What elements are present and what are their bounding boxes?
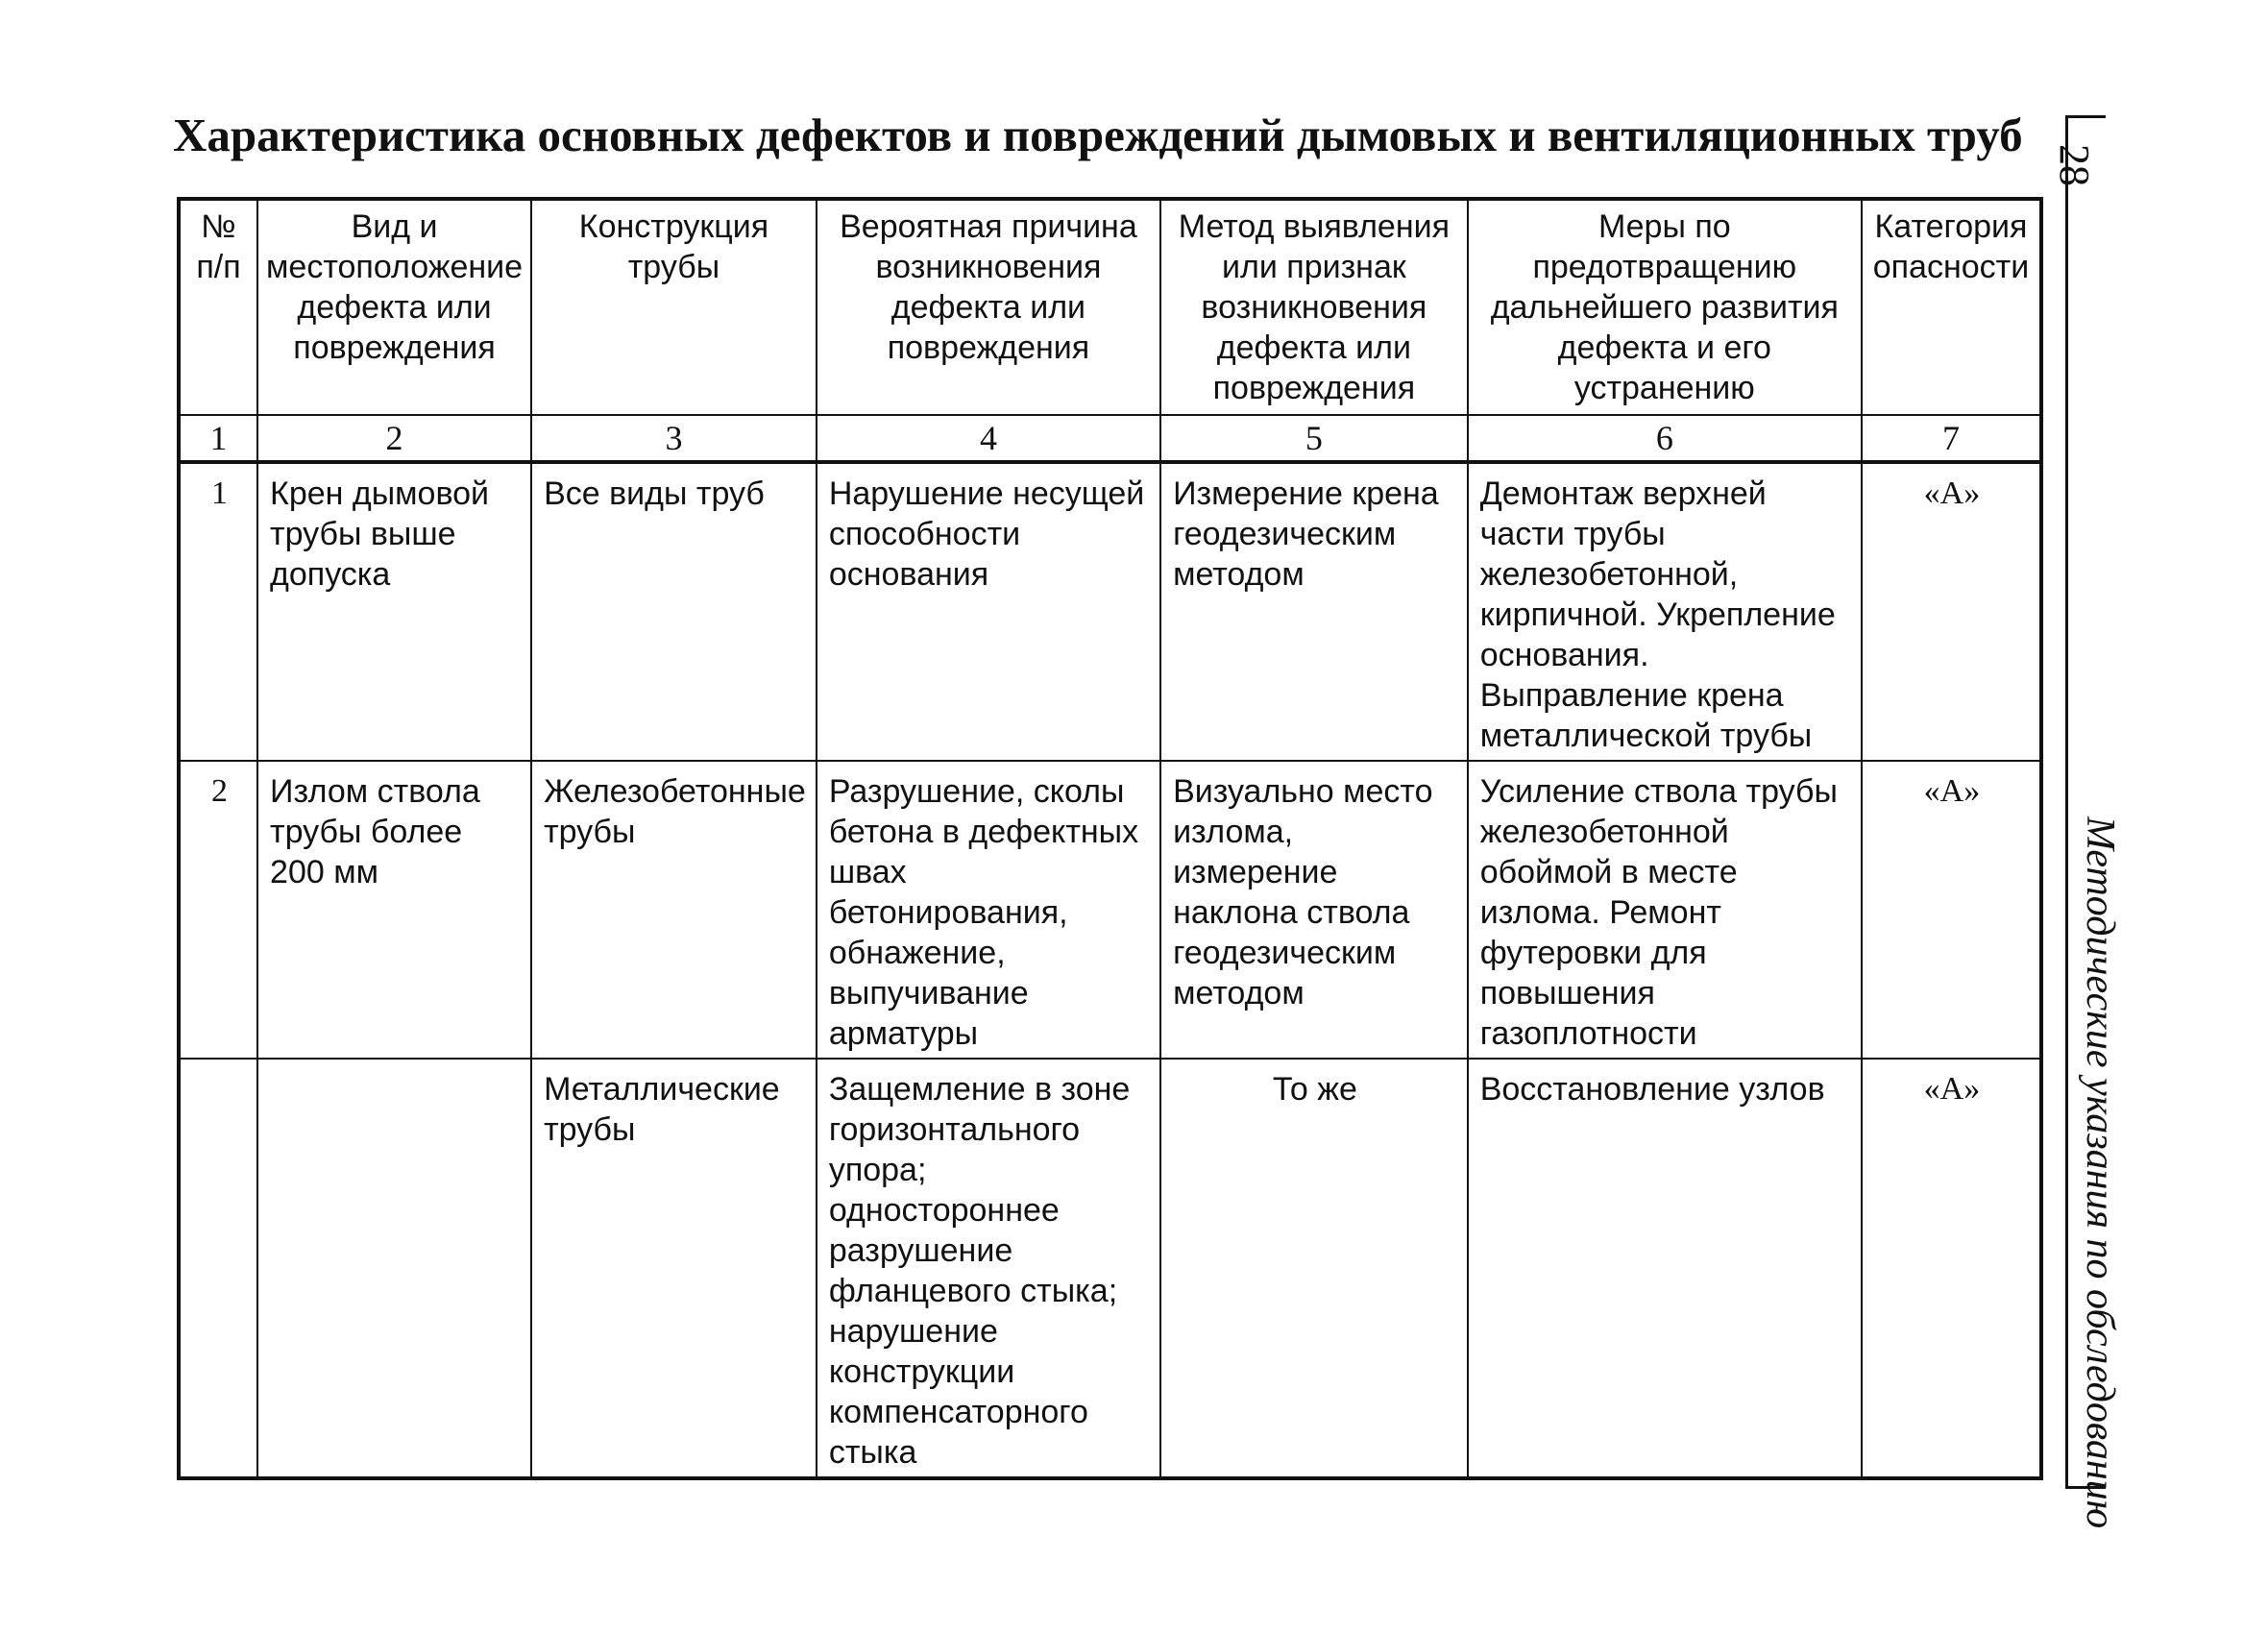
header-cause: Вероятная причина возникновения дефекта или повреждения [817, 199, 1160, 415]
method-cell: Визуально место излома, измерение наклона ствола геодезическим методом [1160, 761, 1468, 1059]
page-number: 28 [2051, 144, 2098, 186]
page-title: Характеристика основных дефектов и повреждений дымовых и вентиляционных труб [173, 109, 2023, 161]
construction-cell: Железобетонные трубы [531, 761, 817, 1059]
category-cell: «А» [1862, 1059, 2041, 1478]
column-number: 2 [257, 415, 531, 462]
column-number: 5 [1160, 415, 1468, 462]
row-number: 1 [179, 462, 257, 761]
column-number: 3 [531, 415, 817, 462]
header-method: Метод выявления или признак возникновения дефекта или повреждения [1160, 199, 1468, 415]
table-row [179, 1059, 2041, 1478]
method-cell: Измерение крена геодезическим методом [1160, 462, 1468, 761]
header-construction: Конструкция трубы [531, 199, 817, 415]
construction-cell: Металлические трубы [531, 1059, 817, 1478]
measures-cell: Усиление ствола трубы железобетонной обоймой в месте излома. Ремонт футеровки для повышения газоплотности [1468, 761, 1862, 1059]
side-caption: Методические указания по обследованию [2078, 816, 2122, 1529]
column-number-row [179, 415, 2041, 462]
defects-table [177, 197, 2043, 1480]
header-row [179, 199, 2041, 415]
table-row [179, 761, 2041, 1059]
cause-cell: Защемление в зоне горизонтального упора; одностороннее разрушение фланцевого стыка; нарушение конструкции компенсаторного стыка [817, 1059, 1160, 1478]
column-number: 6 [1468, 415, 1862, 462]
column-number: 4 [817, 415, 1160, 462]
defect-cell: Излом ствола трубы более 200 мм [257, 761, 531, 1059]
header-measures: Меры по предотвращению дальнейшего развития дефекта и его устранению [1468, 199, 1862, 415]
header-num: № п/п [179, 199, 257, 415]
side-rule-top [2065, 115, 2106, 118]
column-number: 1 [179, 415, 257, 462]
table-row [179, 462, 2041, 761]
side-rule [2065, 115, 2068, 1489]
column-number: 7 [1862, 415, 2041, 462]
category-cell: «А» [1862, 462, 2041, 761]
measures-cell: Восстановление узлов [1468, 1059, 1862, 1478]
row-number: 2 [179, 761, 257, 1059]
construction-cell: Все виды труб [531, 462, 817, 761]
category-cell: «А» [1862, 761, 2041, 1059]
defect-cell: Крен дымовой трубы выше допуска [257, 462, 531, 761]
defect-cell [257, 1059, 531, 1478]
row-number [179, 1059, 257, 1478]
header-category: Категория опасности [1862, 199, 2041, 415]
measures-cell: Демонтаж верхней части трубы железобетонной, кирпичной. Укрепление основания. Выправление крена металлической трубы [1468, 462, 1862, 761]
header-defect: Вид и местоположение дефекта или повреждения [257, 199, 531, 415]
cause-cell: Разрушение, сколы бетона в дефектных швах бетонирования, обнажение, выпучивание арматуры [817, 761, 1160, 1059]
cause-cell: Нарушение несущей способности основания [817, 462, 1160, 761]
method-cell: То же [1160, 1059, 1468, 1478]
